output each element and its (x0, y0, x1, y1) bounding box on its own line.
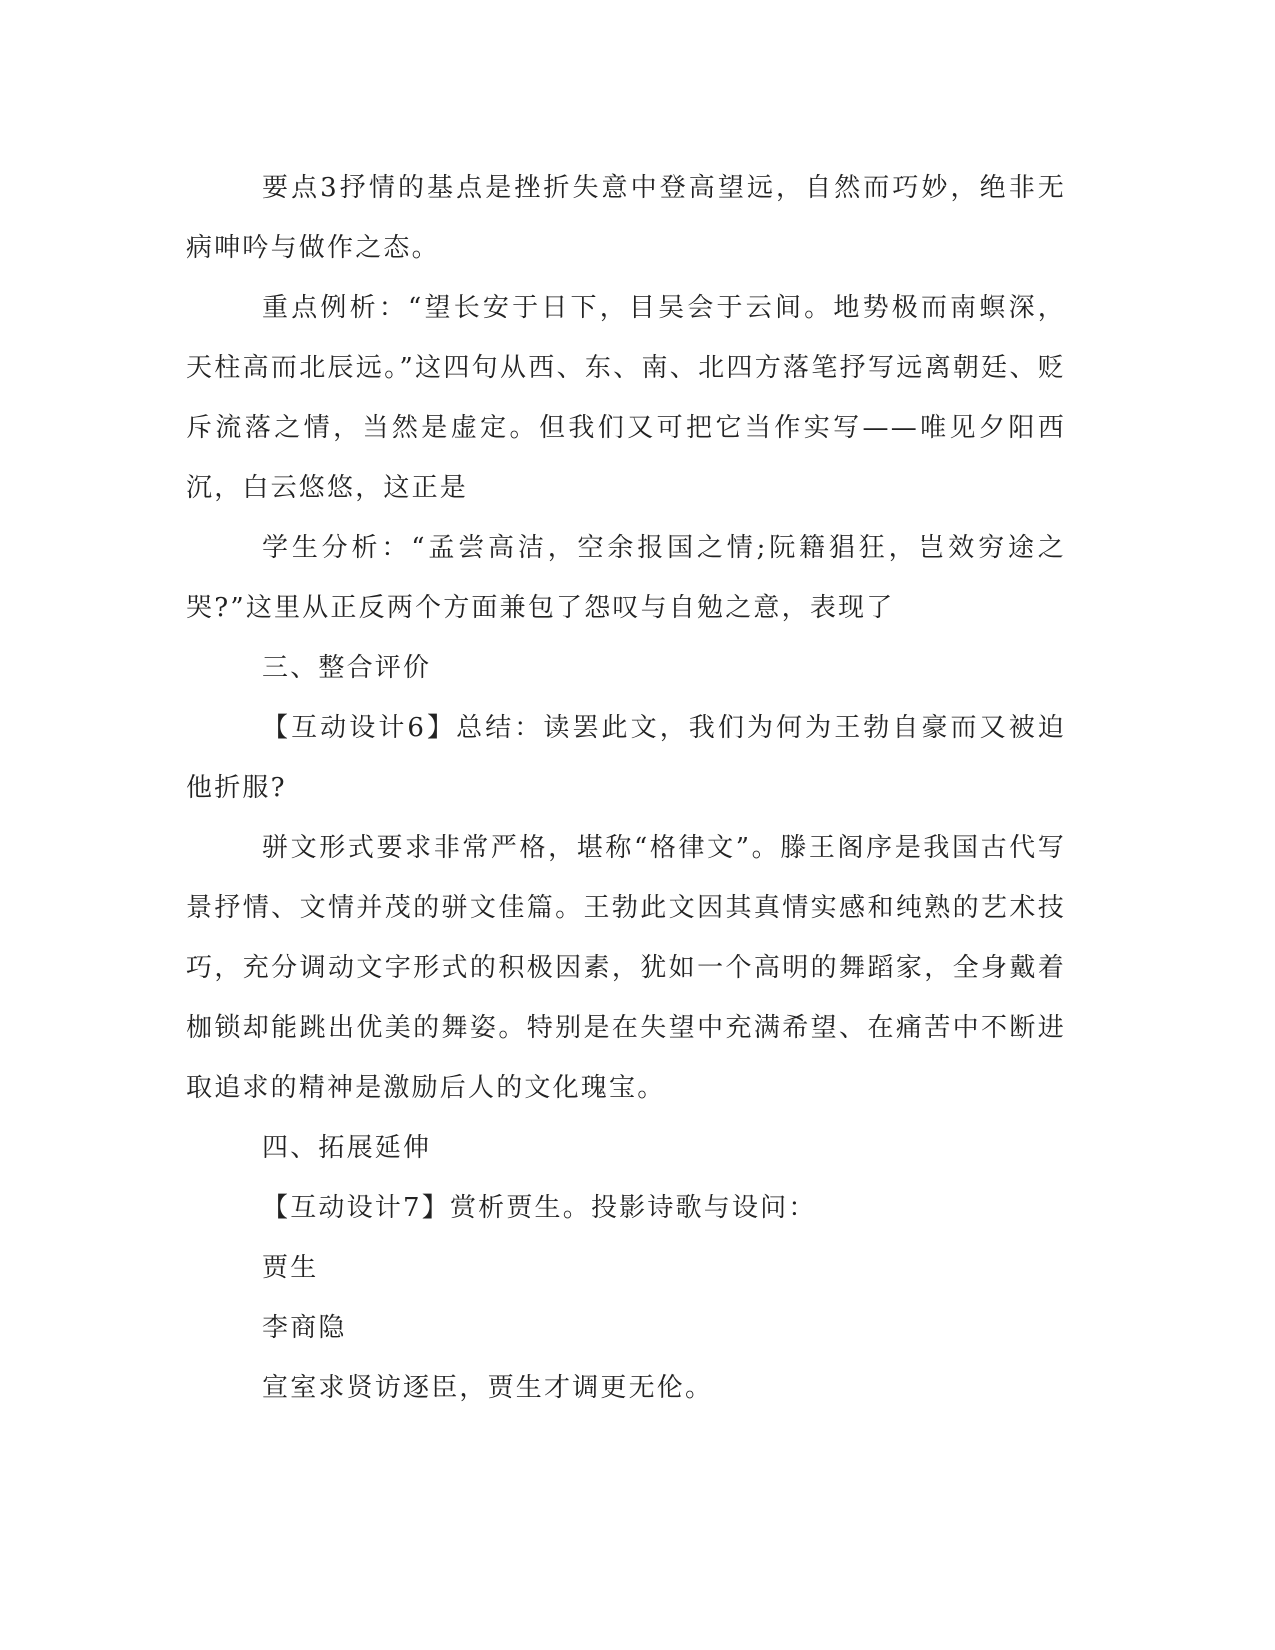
paragraph-interactive-design-6: 【互动设计6】总结：读罢此文，我们为何为王勃自豪而又被迫他折服? (186, 713, 1066, 803)
paragraph-example-analysis: 重点例析：“望长安于日下，目吴会于云间。地势极而南螟深，天柱高而北辰远。”这四句从西、东、南、北四方落笔抒写远离朝廷、贬斥流落之情，当然是虚定。但我们又可把它当作实写——唯见夕阳西沉，白云悠悠，这正是 (186, 293, 1066, 503)
poem-line-1: 宣室求贤访逐臣，贾生才调更无伦。 (262, 1373, 714, 1403)
poem-author: 李商隐 (262, 1313, 347, 1343)
section-heading-integrated-evaluation: 三、整合评价 (262, 653, 432, 683)
poem-title: 贾生 (262, 1253, 319, 1283)
paragraph-key-point-3: 要点3抒情的基点是挫折失意中登高望远，自然而巧妙，绝非无病呻吟与做作之态。 (186, 173, 1066, 263)
paragraph-interactive-design-7: 【互动设计7】赏析贾生。投影诗歌与设问： (262, 1193, 817, 1223)
paragraph-student-analysis: 学生分析：“孟尝高洁，空余报国之情;阮籍猖狂，岂效穷途之哭?”这里从正反两个方面兼包了怨叹与自勉之意，表现了 (186, 533, 1066, 623)
section-heading-extension: 四、拓展延伸 (262, 1133, 432, 1163)
paragraph-parallel-prose-summary: 骈文形式要求非常严格，堪称“格律文”。滕王阁序是我国古代写景抒情、文情并茂的骈文佳篇。王勃此文因其真情实感和纯熟的艺术技巧，充分调动文字形式的积极因素，犹如一个高明的舞蹈家，全身戴着枷锁却能跳出优美的舞姿。特别是在失望中充满希望、在痛苦中不断进取追求的精神是激励后人的文化瑰宝。 (186, 833, 1066, 1103)
document-body (186, 158, 1066, 1418)
